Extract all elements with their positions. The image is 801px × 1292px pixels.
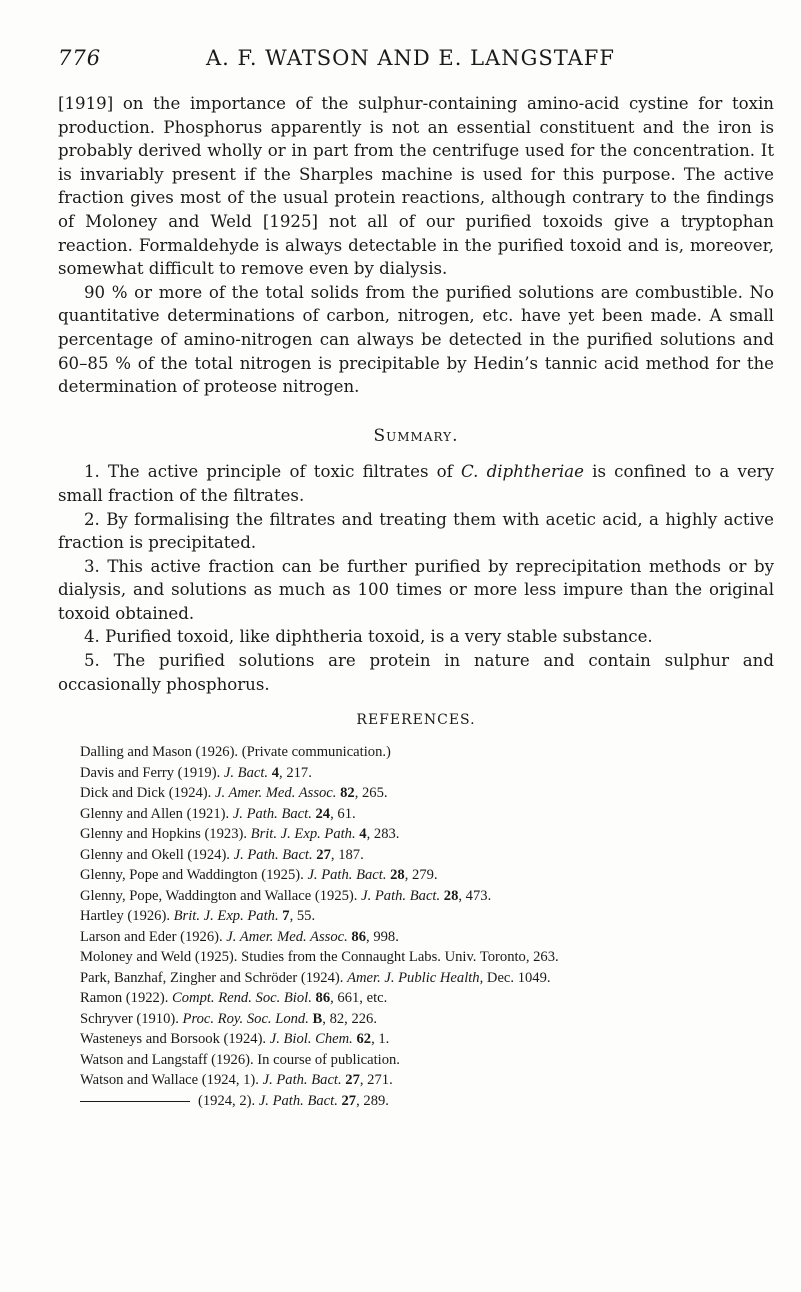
- reference-volume: 27: [316, 846, 331, 863]
- reference-item: [58, 763, 774, 784]
- reference-volume: 4: [271, 764, 280, 781]
- reference-authors: Dick and Dick (1924).: [80, 785, 215, 802]
- reference-item: [58, 824, 774, 845]
- reference-authors: (1924, 2).: [198, 1092, 259, 1109]
- reference-item: [58, 1070, 774, 1091]
- reference-pages: , 55.: [289, 908, 316, 925]
- reference-item: [58, 865, 774, 886]
- reference-authors: Hartley (1926).: [80, 908, 174, 925]
- reference-volume: 86: [315, 990, 331, 1007]
- reference-item: [58, 1050, 774, 1071]
- reference-pages: , 998.: [366, 928, 399, 945]
- summary-list: [58, 460, 774, 696]
- reference-item: [58, 1029, 774, 1050]
- page-header: [58, 46, 774, 80]
- reference-volume: 7: [282, 908, 290, 925]
- reference-item: [58, 783, 774, 804]
- reference-authors: Glenny and Allen (1921).: [80, 805, 233, 822]
- reference-authors: Wasteneys and Borsook (1924).: [80, 1031, 270, 1048]
- reference-journal: Brit. J. Exp. Path.: [250, 826, 356, 843]
- reference-pages: , 187.: [330, 846, 364, 863]
- reference-item: [58, 1091, 774, 1112]
- reference-volume: 27: [341, 1092, 357, 1109]
- paragraph-2: 90 % or more of the total solids from the purified solutions are combustible. No quantitative determinations of carbon, nitrogen, etc. have yet been made. A small percentage of amino-nitrogen can always be detected in the purified solutions and 60–85 % of the total nitrogen is precipitable by Hedin’s tannic acid method for the determination of proteose nitrogen.: [58, 282, 774, 397]
- reference-pages: , 289.: [356, 1092, 389, 1109]
- reference-pages: , 473.: [458, 887, 492, 904]
- reference-pages: , 61.: [330, 805, 356, 822]
- reference-journal: J. Path. Bact.: [258, 1092, 338, 1109]
- reference-item: [58, 742, 774, 763]
- references-list: [58, 742, 774, 1111]
- reference-authors: Larson and Eder (1926).: [80, 928, 227, 945]
- reference-authors: Watson and Wallace (1924, 1).: [80, 1072, 263, 1089]
- reference-journal: Brit. J. Exp. Path.: [173, 908, 279, 925]
- reference-volume: 28: [443, 887, 459, 904]
- reference-authors: Glenny, Pope and Waddington (1925).: [80, 867, 308, 884]
- reference-authors: Glenny and Okell (1924).: [80, 846, 234, 863]
- summary-item-1-pre: 1. The active principle of toxic filtrates of: [84, 462, 461, 482]
- reference-pages: In course of publication.: [257, 1051, 400, 1068]
- reference-authors: Watson and Langstaff (1926).: [80, 1051, 258, 1068]
- reference-authors: Dalling and Mason (1926).: [80, 744, 242, 761]
- reference-volume: 4: [359, 826, 367, 843]
- reference-authors: Park, Banzhaf, Zingher and Schröder (1924).: [80, 969, 348, 986]
- reference-item: [58, 947, 774, 968]
- reference-journal: J. Amer. Med. Assoc.: [214, 785, 337, 802]
- reference-journal: J. Path. Bact.: [233, 846, 313, 863]
- reference-volume: 27: [345, 1072, 360, 1089]
- ditto-dash: [80, 1101, 190, 1102]
- summary-item-1-species: C. diphtheriae: [461, 462, 584, 482]
- reference-item: [58, 906, 774, 927]
- reference-item: [58, 927, 774, 948]
- reference-volume: 28: [390, 867, 405, 884]
- reference-pages: Dec. 1049.: [483, 969, 551, 986]
- summary-item-1-post: is confined to a very small fraction of the filtrates.: [58, 462, 774, 505]
- reference-item: [58, 988, 774, 1009]
- reference-volume: 24: [315, 805, 331, 822]
- reference-item: [58, 886, 774, 907]
- reference-pages: , 283.: [366, 826, 400, 843]
- reference-volume: 62: [356, 1031, 372, 1048]
- reference-journal: Amer. J. Public Health,: [347, 969, 484, 986]
- reference-authors: Ramon (1922).: [80, 990, 173, 1007]
- reference-journal: J. Path. Bact.: [307, 867, 387, 884]
- references-heading: REFERENCES.: [356, 712, 476, 729]
- reference-journal: J. Path. Bact.: [361, 887, 441, 904]
- reference-journal: J. Path. Bact.: [262, 1072, 342, 1089]
- reference-pages: , 82, 226.: [322, 1010, 377, 1027]
- summary-item-5: 5. The purified solutions are protein in nature and contain sulphur and occasionally phosphorus.: [58, 651, 774, 694]
- running-head: A. F. WATSON AND E. LANGSTAFF: [206, 46, 615, 70]
- reference-journal: J. Bact.: [223, 764, 269, 781]
- reference-pages: Studies from the Connaught Labs. Univ. Toronto, 263.: [241, 949, 559, 966]
- paragraph-1: [1919] on the importance of the sulphur-containing amino-acid cystine for toxin production. Phosphorus apparently is not an essential constituent and the iron is probably derived wholly or in part from the centrifuge used for the concentration. It is invariably present if the Sharples machine is used for this purpose. The active fraction gives most of the usual protein reactions, although contrary to the findings of Moloney and Weld [1925] not all of our purified toxoids give a tryptophan reaction. Formaldehyde is always detectable in the purified toxoid and is, moreover, somewhat difficult to remove even by dialysis.: [58, 94, 774, 279]
- reference-pages: , 661, etc.: [330, 990, 388, 1007]
- summary-item-3: 3. This active fraction can be further purified by reprecipitation methods or by dialysis, and solutions as much as 100 times or more less impure than the original toxoid obtained.: [58, 556, 774, 623]
- body-text: [58, 92, 774, 696]
- reference-pages: , 279.: [404, 867, 438, 884]
- reference-journal: Proc. Roy. Soc. Lond.: [182, 1010, 309, 1027]
- reference-item: [58, 845, 774, 866]
- reference-pages: , 265.: [354, 785, 388, 802]
- summary-item-2: 2. By formalising the filtrates and treating them with acetic acid, a highly active fraction is precipitated.: [58, 509, 774, 553]
- summary-item-1: [58, 460, 774, 507]
- reference-authors: Davis and Ferry (1919).: [80, 764, 224, 781]
- reference-pages: , 217.: [279, 764, 312, 781]
- page: [58, 46, 774, 1111]
- reference-journal: J. Biol. Chem.: [269, 1031, 353, 1048]
- reference-item: [58, 804, 774, 825]
- summary-heading: Summary.: [373, 425, 459, 446]
- reference-pages: , 271.: [359, 1072, 393, 1089]
- reference-journal: Compt. Rend. Soc. Biol.: [172, 990, 312, 1007]
- reference-item: [58, 968, 774, 989]
- reference-volume: B: [312, 1010, 323, 1027]
- reference-authors: Moloney and Weld (1925).: [80, 949, 242, 966]
- reference-volume: 82: [340, 785, 355, 802]
- reference-pages: , 1.: [371, 1031, 390, 1048]
- reference-pages: (Private communication.): [241, 744, 391, 761]
- reference-authors: Glenny, Pope, Waddington and Wallace (1925).: [80, 887, 362, 904]
- reference-journal: J. Path. Bact.: [232, 805, 312, 822]
- reference-authors: Schryver (1910).: [80, 1010, 183, 1027]
- reference-volume: 86: [351, 928, 367, 945]
- reference-journal: J. Amer. Med. Assoc.: [226, 928, 348, 945]
- reference-item: [58, 1009, 774, 1030]
- summary-item-4: 4. Purified toxoid, like diphtheria toxoid, is a very stable substance.: [84, 627, 653, 647]
- page-number: 776: [58, 46, 102, 70]
- reference-authors: Glenny and Hopkins (1923).: [80, 826, 251, 843]
